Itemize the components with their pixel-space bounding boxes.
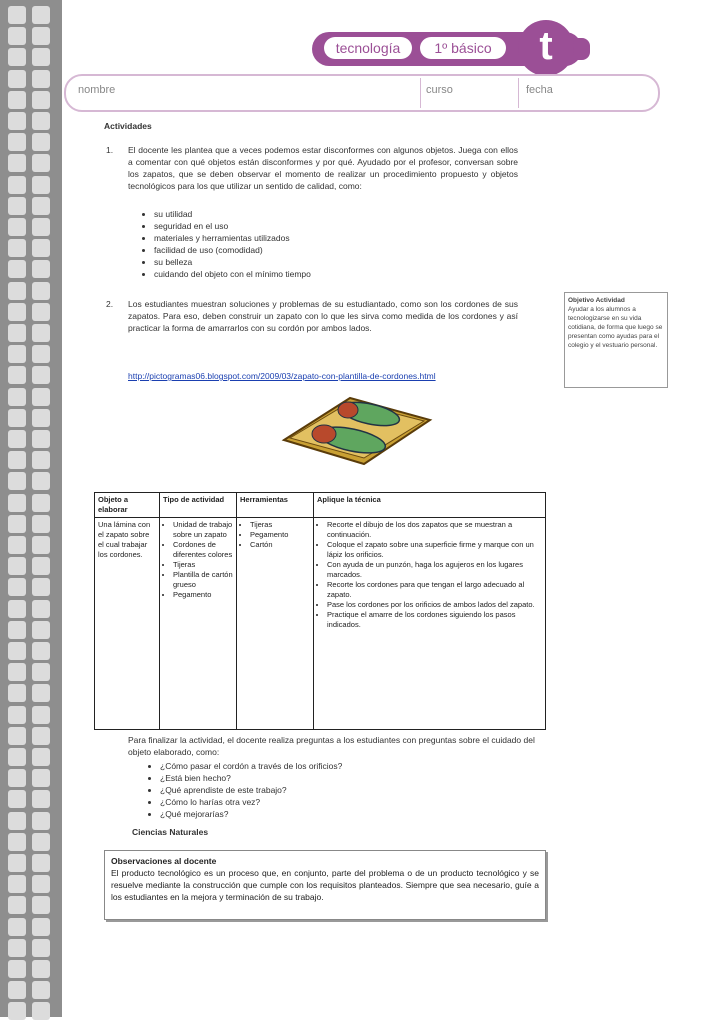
student-info-bar [64,74,660,112]
list-item: • Cordones de diferentes colores [173,540,233,560]
list-item: • facilidad de uso (comodidad) [154,244,500,256]
item-2-number: 2. [106,299,114,309]
item-1-list [140,208,500,280]
binding-hole [32,239,50,257]
binding-hole [32,48,50,66]
binding-hole [8,282,26,300]
item-1-number: 1. [106,145,114,155]
binding-hole [8,303,26,321]
binding-hole [8,578,26,596]
binding-hole [32,154,50,172]
list-item: • ¿Cómo pasar el cordón a través de los orificios? [160,760,506,772]
subsection-title: Ciencias Naturales [132,827,209,837]
binding-hole [32,430,50,448]
objective-sidebox [564,292,668,388]
binding-hole [32,494,50,512]
list-item: • materiales y herramientas utilizados [154,232,500,244]
binding-hole [32,981,50,999]
item-2-text: Los estudiantes muestran soluciones y problemas de su estudiantado, como son los cordones de sus zapatos. Para eso, deben construir un zapato con lo que les sirva como medida de los cordones y así practicar la forma de amarrarlos con su cordón por ambos lados. [128,299,518,333]
binding-hole [8,451,26,469]
binding-hole [8,790,26,808]
date-field-label[interactable]: fecha [526,84,553,96]
binding-hole [8,70,26,88]
list-item: • Coloque el zapato sobre una superficie firme y marque con un lápiz los orificios. [327,540,542,560]
list-item: • ¿Está bien hecho? [160,772,506,784]
notes-title: Observaciones al docente [111,856,217,866]
binding-hole [8,557,26,575]
binding-hole [32,706,50,724]
table-cell [314,518,546,730]
binding-hole [32,451,50,469]
table-header: Aplique la técnica [314,493,546,518]
binding-hole [32,896,50,914]
list-item: • cuidando del objeto con el mínimo tiempo [154,268,500,280]
binding-hole [32,515,50,533]
closing-text: Para finalizar la actividad, el docente realiza preguntas a los estudiantes con preguntas sobre el cuidado del objeto elaborado, como: [128,735,535,757]
list-item: • ¿Qué mejorarías? [160,808,506,820]
binding-hole [8,48,26,66]
binding-hole [8,6,26,24]
course-field-label[interactable]: curso [426,84,453,96]
logo-t-icon: t [518,20,574,76]
list-item: • seguridad en el uso [154,220,500,232]
binding-hole [32,621,50,639]
subject-header [312,24,612,74]
list-item: • Tijeras [250,520,310,530]
binding-hole [32,536,50,554]
binding-hole [32,345,50,363]
binding-hole [8,621,26,639]
binding-hole [8,918,26,936]
binding-hole [8,684,26,702]
binding-hole [8,91,26,109]
notes-text: El producto tecnológico es un proceso que, en conjunto, parte del problema o de un producto tecnológico y se resuelve mediante la construcción que cumple con los requisitos planteados. Siempre que sea necesario, guíe a los estudiantes en la mejora y terminación de su trabajo. [111,868,539,902]
binding-hole [8,875,26,893]
binding-hole [32,790,50,808]
list-item: • Tijeras [173,560,233,570]
binding-hole [8,939,26,957]
binding-hole [8,218,26,236]
binding-hole [32,6,50,24]
binding-hole [32,684,50,702]
closing-list [146,760,506,820]
list-item: • Pegamento [173,590,233,600]
section-title: Actividades [104,121,152,131]
binding-hole [8,600,26,618]
binding-hole [8,748,26,766]
list-item: • Recorte el dibujo de los dos zapatos que se muestran a continuación. [327,520,542,540]
binding-hole [32,960,50,978]
list-item: • ¿Cómo lo harías otra vez? [160,796,506,808]
binding-hole [32,918,50,936]
table-cell [160,518,237,730]
binding-hole [32,324,50,342]
binding-hole [32,472,50,490]
binding-hole [8,854,26,872]
divider [518,78,519,108]
binding-hole [8,769,26,787]
binding-hole [32,197,50,215]
binding-hole [32,176,50,194]
binding-hole [32,70,50,88]
binding-hole [32,303,50,321]
list-item: • Plantilla de cartón grueso [173,570,233,590]
binding-hole [8,366,26,384]
binding-hole [8,324,26,342]
binding-hole [32,939,50,957]
reference-link[interactable]: http://pictogramas06.blogspot.com/2009/03/zapato-con-plantilla-de-cordones.html [128,371,436,381]
list-item: • Practique el amarre de los cordones siguiendo los pasos indicados. [327,610,542,630]
binding-hole [8,1002,26,1020]
binding-hole [32,557,50,575]
list-item: • Cartón [250,540,310,550]
table-row [95,518,546,730]
list-item: • Con ayuda de un punzón, haga los agujeros en los lugares marcados. [327,560,542,580]
binding-hole [32,366,50,384]
item-1-text: El docente les plantea que a veces podemos estar disconformes con algunos objetos. Juega con ellos a comentar con qué objetos están disconformes y por qué. Ayudado por el profesor, conversan sobre los zapatos, que se deben observar el momento de realizar un procedimiento propuesto y objetos tecnológicos para los que utilizar un sentido de calidad, como: [128,145,518,191]
binding-hole [8,154,26,172]
list-item: • Unidad de trabajo sobre un zapato [173,520,233,540]
binding-hole [32,112,50,130]
binding-hole [32,748,50,766]
binding-hole [8,536,26,554]
list-item: • Pase los cordones por los orificios de ambos lados del zapato. [327,600,542,610]
binding-hole [8,642,26,660]
binding-hole [8,515,26,533]
binding-hole [8,706,26,724]
binding-hole [8,409,26,427]
activity-table [94,492,546,730]
binding-hole [32,663,50,681]
binding-hole [8,472,26,490]
binding-hole [32,812,50,830]
grade-label: 1º básico [420,37,506,59]
binding-hole [32,854,50,872]
binding-hole [32,388,50,406]
binding-hole [32,260,50,278]
table-header: Tipo de actividad [160,493,237,518]
table-header: Objeto a elaborar [95,493,160,518]
binding-hole [32,91,50,109]
sidebox-title: Objetivo Actividad [568,297,625,304]
binding-hole [8,197,26,215]
binding-hole [32,578,50,596]
list-item: • su belleza [154,256,500,268]
list-item: • su utilidad [154,208,500,220]
teacher-notes-box [104,850,546,920]
subject-label: tecnología [324,37,412,59]
binding-hole [32,642,50,660]
list-item: • ¿Qué aprendiste de este trabajo? [160,784,506,796]
binding-hole [32,27,50,45]
binding-hole [8,345,26,363]
divider [420,78,421,108]
binding-hole [8,663,26,681]
binding-hole [8,833,26,851]
binding-hole [8,112,26,130]
binding-hole [32,769,50,787]
list-item: • Recorte los cordones para que tengan el largo adecuado al zapato. [327,580,542,600]
binding-hole [8,812,26,830]
binding-hole [8,176,26,194]
binding-hole [8,133,26,151]
binding-hole [8,494,26,512]
binding-hole [8,260,26,278]
binding-hole [32,600,50,618]
binding-hole [8,388,26,406]
binding-hole [8,27,26,45]
binding-hole [8,430,26,448]
binding-hole [8,727,26,745]
binding-hole [8,960,26,978]
spiral-binding [0,0,62,1017]
shoe-box-illustration [280,390,434,466]
binding-hole [32,833,50,851]
list-item: • Pegamento [250,530,310,540]
table-header-row [95,493,546,518]
binding-hole [8,896,26,914]
binding-hole [32,133,50,151]
sidebox-text: Ayudar a los alumnos a tecnologizarse en su vida cotidiana, de forma que luego se presentan como ayudas para el colegio y el vestuario personal. [568,306,663,349]
name-field-label[interactable]: nombre [78,84,116,96]
binding-hole [32,282,50,300]
binding-hole [32,1002,50,1020]
table-header: Herramientas [237,493,314,518]
table-cell: Una lámina con el zapato sobre el cual trabajar los cordones. [95,518,160,730]
table-cell [237,518,314,730]
binding-hole [32,727,50,745]
binding-hole [8,981,26,999]
binding-hole [32,409,50,427]
binding-hole [8,239,26,257]
binding-hole [32,875,50,893]
binding-hole [32,218,50,236]
